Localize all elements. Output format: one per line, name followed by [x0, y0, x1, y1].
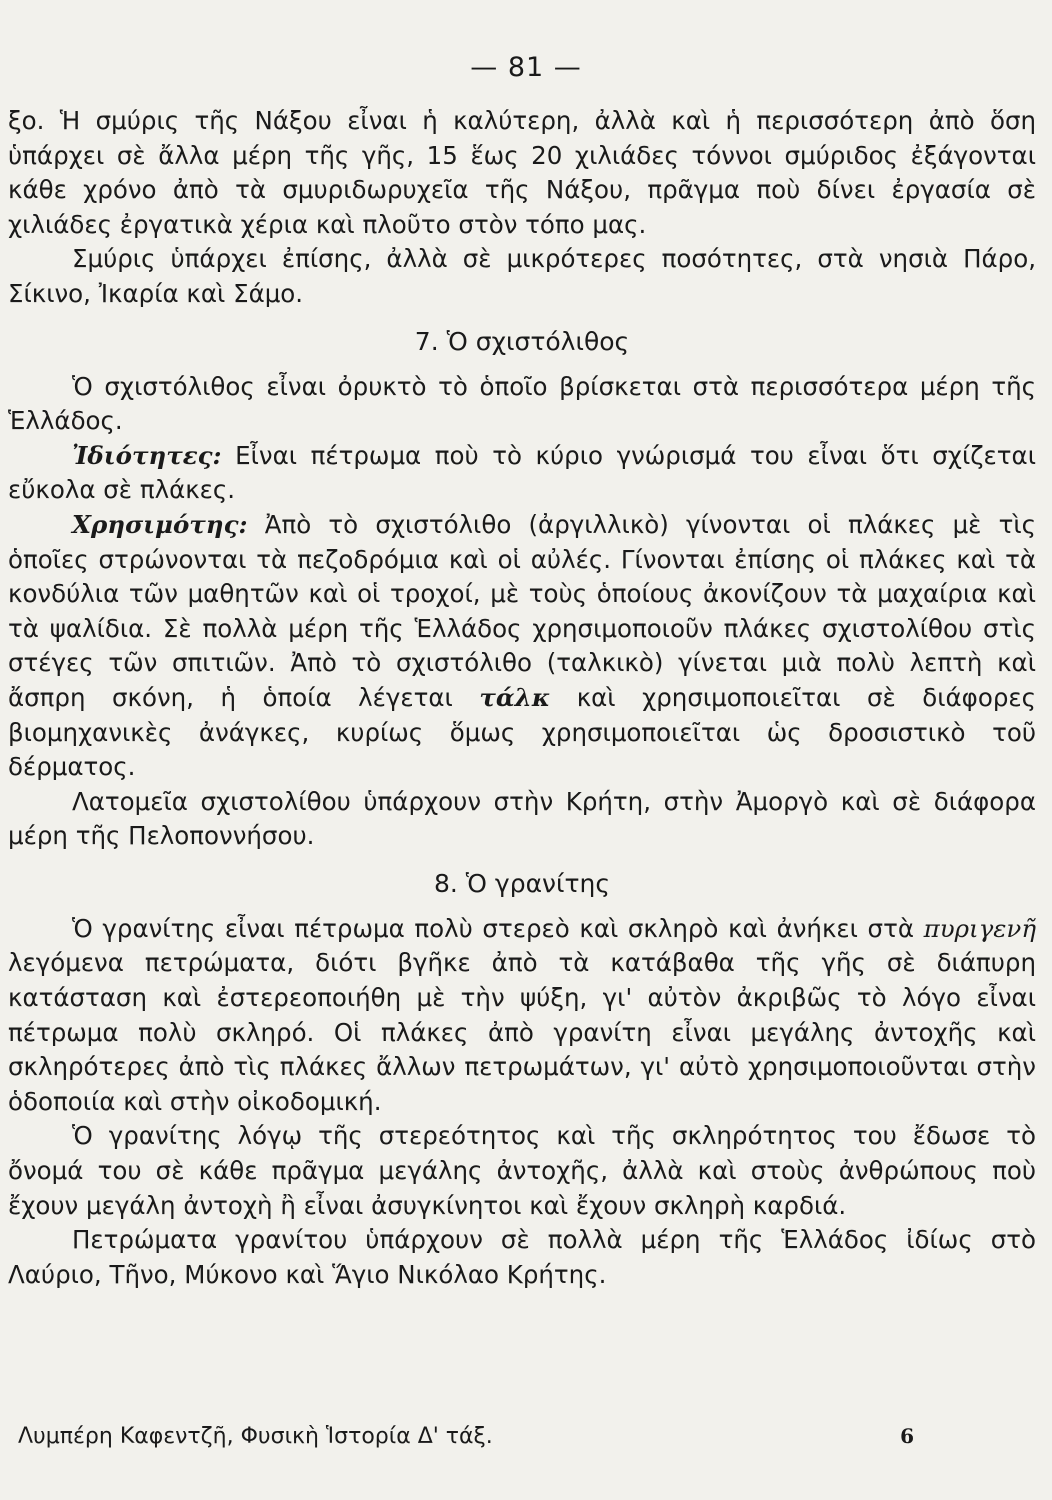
term-igneous: πυριγενῆ: [923, 913, 1036, 943]
page-number: — 81 —: [470, 52, 582, 83]
properties-text: Εἶναι πέτρωμα ποὺ τὸ κύριο γνώρισμά του εἶναι ὅτι σχίζεται εὔκολα σὲ πλάκες.: [8, 440, 1036, 505]
paragraph-emery-locations: Σμύρις ὑπάρχει ἐπίσης, ἀλλὰ σὲ μικρότερες ποσότητες, στὰ νησιὰ Πάρο, Σίκινο, Ἰκαρία καὶ Σάμο.: [8, 244, 1036, 308]
section-heading-schist: 7. Ὁ σχιστόλιθος: [414, 326, 630, 356]
paragraph-granite-name: Ὁ γρανίτης λόγῳ τῆς στερεότητος καὶ τῆς σκληρότητος του ἔδωσε τὸ ὄνομά του σὲ κάθε πρᾶγμα μεγάλης ἀντοχῆς, ἀλλὰ καὶ στοὺς ἀνθρώπους ποὺ ἔχουν μεγάλη ἀντοχὴ ἢ εἶναι ἀσυγκίνητοι καὶ ἔχουν σκληρὴ καρδιά.: [8, 1121, 1036, 1220]
section-heading-granite: 8. Ὁ γρανίτης: [433, 868, 611, 898]
signature-mark: 6: [900, 1424, 914, 1448]
granite-text-a: Ὁ γρανίτης εἶναι πέτρωμα πολὺ στερεὸ καὶ σκληρὸ καὶ ἀνήκει στὰ: [72, 913, 924, 943]
footer-book-title: Λυμπέρη Καφεντζῆ, Φυσικὴ Ἱστορία Δ' τάξ.: [18, 1424, 493, 1449]
paragraph-schist-intro: Ὁ σχιστόλιθος εἶναι ὀρυκτὸ τὸ ὁποῖο βρίσκεται στὰ περισσότερα μέρη τῆς Ἑλλάδος.: [8, 371, 1036, 436]
uses-text: Ἀπὸ τὸ σχιστόλιθο (ἀργιλλικὸ) γίνονται οἱ πλάκες μὲ τὶς ὁποῖες στρώνονται τὰ πεζοδρόμια καὶ οἱ αὐλές. Γίνονται ἐπίσης οἱ πλάκες καὶ τὰ κονδύλια τῶν μαθητῶν καὶ οἱ τροχοί, μὲ τοὺς ὁποίους ἀκονίζουν τὰ μαχαίρια καὶ τὰ ψαλίδια. Σὲ πολλὰ μέρη τῆς Ἑλλάδος χρησιμοποιοῦν πλάκες σχιστολίθου στὶς στέγες τῶν σπιτιῶν. Ἀπὸ τὸ σχιστόλιθο (ταλκικὸ) γίνεται μιὰ πολὺ λεπτὴ καὶ ἄσπρη σκόνη, ἡ ὁποία λέγεται: [8, 509, 1036, 712]
paragraph-schist-quarries: Λατομεῖα σχιστολίθου ὑπάρχουν στὴν Κρήτη, στὴν Ἀμοργὸ καὶ σὲ διάφορα μέρη τῆς Πελοποννήσου.: [8, 786, 1036, 851]
paragraph-schist-properties: [8, 439, 1036, 508]
page-body: [8, 104, 1036, 1292]
term-properties: Ἰδιότητες:: [72, 440, 222, 470]
granite-text-b: λεγόμενα πετρώματα, διότι βγῆκε ἀπὸ τὰ κατάβαθα τῆς γῆς σὲ διάπυρη κατάσταση καὶ ἐστερεοποιήθη μὲ τὴν ψύξη, γι' αὐτὸν ἀκριβῶς τὸ λόγο εἶναι πέτρωμα πολὺ σκληρό. Οἱ πλάκες ἀπὸ γρανίτη εἶναι μεγάλης ἀντοχῆς καὶ σκληρότερες ἀπὸ τὶς πλάκες ἄλλων πετρωμάτων, γι' αὐτὸ χρησιμοποιοῦνται στὴν ὁδοποιία καὶ στὴν οἰκοδομική.: [8, 948, 1036, 1116]
paragraph-granite-locations: Πετρώματα γρανίτου ὑπάρχουν σὲ πολλὰ μέρη τῆς Ἑλλάδος ἰδίως στὸ Λαύριο, Τῆνο, Μύκονο καὶ Ἅγιο Νικόλαο Κρήτης.: [8, 1225, 1036, 1289]
term-uses: Χρησιμότης:: [72, 509, 248, 539]
uses-text-continued: καὶ χρησιμοποιεῖται σὲ διάφορες βιομηχανικὲς ἀνάγκες, κυρίως ὅμως χρησιμοποιεῖται ὡς δροσιστικὸ τοῦ δέρματος.: [8, 682, 1036, 782]
term-talc: τάλκ: [479, 682, 551, 712]
paragraph-naxos-emery: ξο. Ἡ σμύρις τῆς Νάξου εἶναι ἡ καλύτερη, ἀλλὰ καὶ ἡ περισσότερη ἀπὸ ὅση ὑπάρχει σὲ ἄλλα μέρη τῆς γῆς, 15 ἕως 20 χιλιάδες τόννοι σμύριδος ἐξάγονται κάθε χρόνο ἀπὸ τὰ σμυριδωρυχεῖα τῆς Νάξου, πρᾶγμα ποὺ δίνει ἐργασία σὲ χιλιάδες ἐργατικὰ χέρια καὶ πλοῦτο στὸν τόπο μας.: [8, 106, 1036, 239]
paragraph-granite-intro: [8, 912, 1036, 1120]
paragraph-schist-uses: [8, 508, 1036, 785]
